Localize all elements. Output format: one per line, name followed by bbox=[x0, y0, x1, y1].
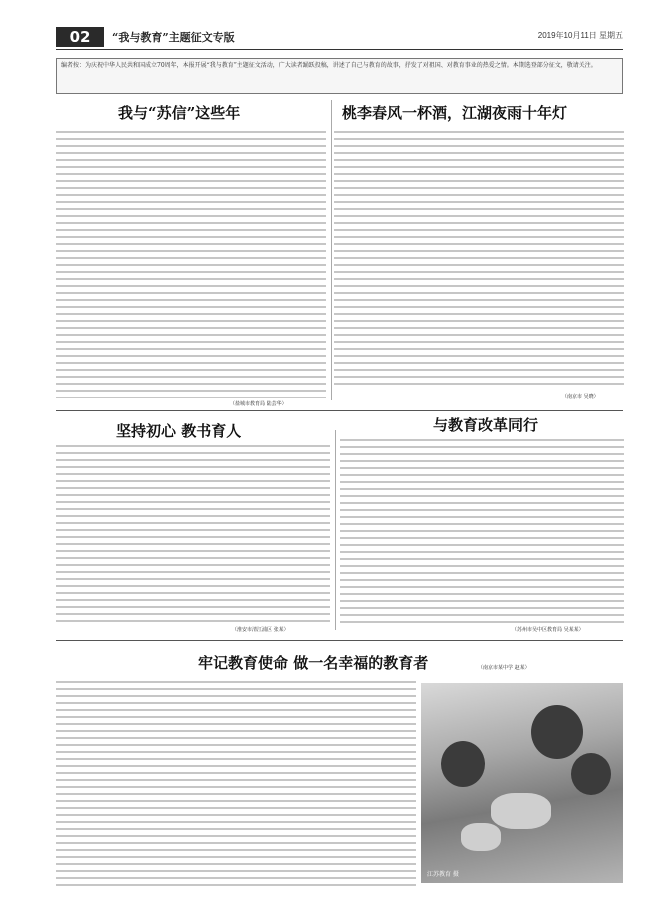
section-title: “我与教育”主题征文专版 bbox=[112, 31, 235, 44]
page-header bbox=[0, 0, 645, 46]
photo-credit: 江苏教育 摄 bbox=[427, 871, 459, 878]
article-title-mission: 牢记教育使命 做一名幸福的教育者 bbox=[198, 654, 429, 672]
article-body-taoli bbox=[334, 128, 624, 390]
page-number: 02 bbox=[56, 27, 104, 47]
section-divider bbox=[56, 410, 623, 411]
article-title-gaige: 与教育改革同行 bbox=[433, 416, 539, 434]
byline-suxin: （盐城市教育局 陆芸华） bbox=[230, 401, 287, 407]
header-rule bbox=[56, 49, 623, 50]
byline-jianshou: （淮安市清江浦区 张某） bbox=[232, 627, 289, 633]
article-body-suxin bbox=[56, 128, 326, 398]
byline-mission: （南京市某中学 赵某） bbox=[478, 665, 530, 671]
students-experiment-photo bbox=[421, 683, 623, 883]
article-title-suxin: 我与“苏信”这些年 bbox=[118, 104, 241, 122]
article-body-gaige bbox=[340, 436, 624, 624]
byline-gaige: （苏州市吴中区教育局 吴某某） bbox=[512, 627, 584, 633]
section-divider bbox=[56, 640, 623, 641]
article-title-taoli: 桃李春风一杯酒，江湖夜雨十年灯 bbox=[342, 104, 568, 122]
editor-note: 编者按：为庆祝中华人民共和国成立70周年，本报开展“我与教育”主题征文活动，广大读者踊跃投稿，讲述了自己与教育的故事，抒发了对祖国、对教育事业的热爱之情。本期选登部分征文，敬请关注。 bbox=[56, 58, 623, 94]
column-divider bbox=[335, 430, 336, 630]
article-body-jianshou bbox=[56, 442, 330, 624]
byline-taoli: （南京市 吴晓） bbox=[562, 394, 599, 400]
article-body-mission bbox=[56, 678, 416, 886]
issue-date: 2019年10月11日 星期五 bbox=[537, 31, 623, 40]
column-divider bbox=[331, 100, 332, 400]
article-title-jianshou: 坚持初心 教书育人 bbox=[116, 422, 242, 440]
